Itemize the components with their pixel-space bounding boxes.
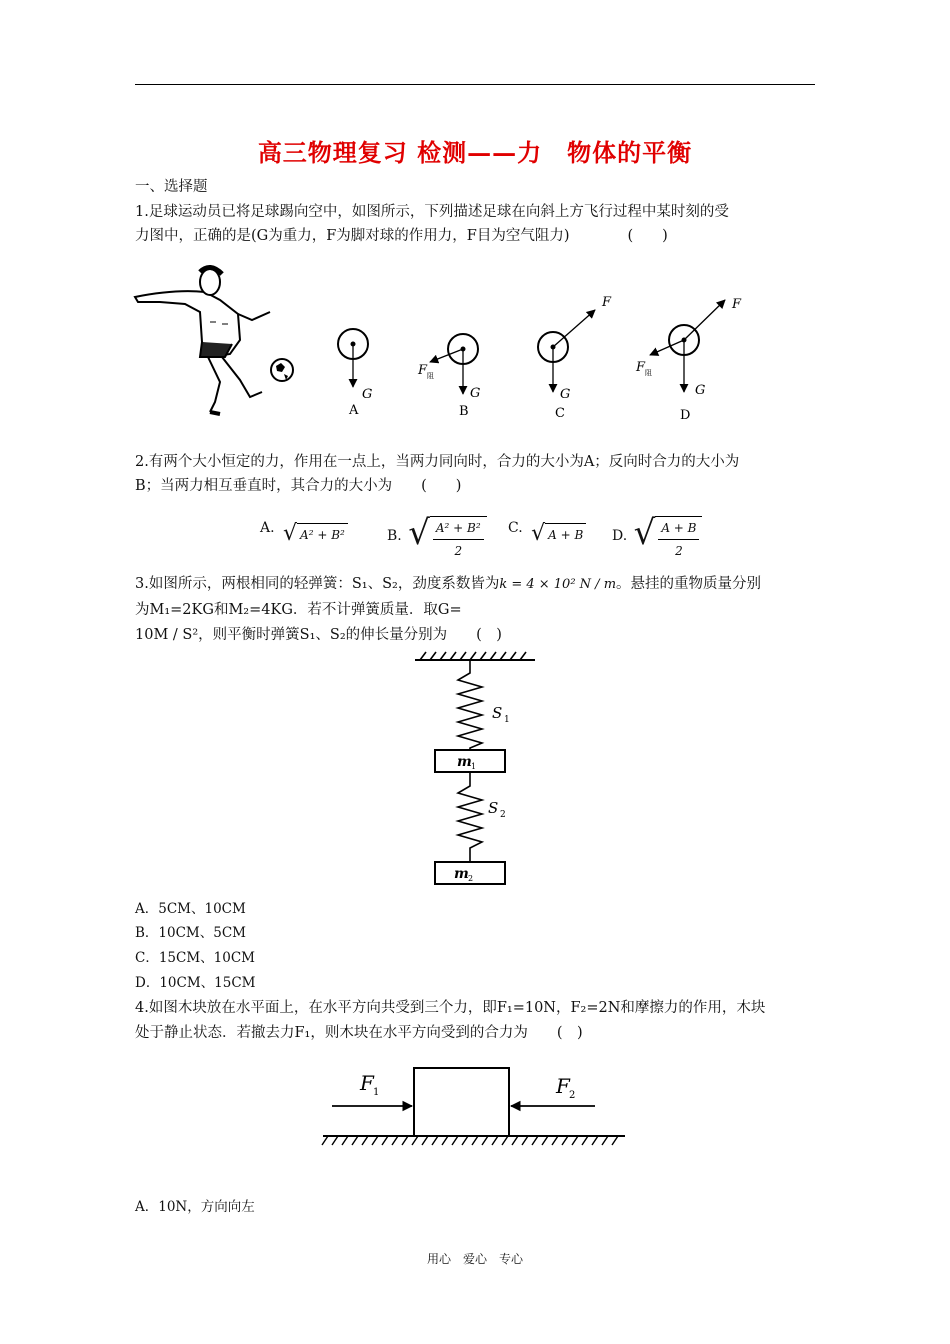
q4-text-line2: 处于静止状态．若撤去力F₁，则木块在水平方向受到的合力为 ( ) xyxy=(135,1025,583,1041)
svg-text:1: 1 xyxy=(373,1087,380,1098)
wood-block xyxy=(414,1068,509,1136)
q3-text-line3: 10M / S²，则平衡时弹簧S₁、S₂的伸长量分别为 ( ) xyxy=(135,627,502,643)
diagram-c xyxy=(538,295,612,421)
header-rule xyxy=(135,84,815,85)
svg-text:1: 1 xyxy=(504,715,510,725)
svg-text:G: G xyxy=(695,383,706,398)
q3-option-b: B．10CM、5CM xyxy=(135,925,246,941)
svg-text:D: D xyxy=(680,408,691,423)
q3-text-line2: 为M₁=2KG和M₂=4KG．若不计弹簧质量．取G= xyxy=(135,602,462,618)
q1-text-line2: 力图中，正确的是(G为重力，F为脚对球的作用力，F目为空气阻力) ( ) xyxy=(135,228,668,244)
ball-icon xyxy=(271,359,293,381)
section-heading: 一、选择题 xyxy=(135,179,208,195)
svg-text:2: 2 xyxy=(500,810,506,820)
svg-text:G: G xyxy=(362,387,373,402)
svg-text:B: B xyxy=(459,404,469,419)
svg-text:2: 2 xyxy=(468,874,474,883)
svg-text:阻: 阻 xyxy=(645,369,652,377)
q3-option-a: A．5CM、10CM xyxy=(135,901,246,917)
q3-option-d: D．10CM、15CM xyxy=(135,975,256,991)
svg-text:G: G xyxy=(560,387,571,402)
diagram-b xyxy=(417,334,480,419)
q2-c-expr: A + B xyxy=(545,523,586,546)
q2-d-den: 2 xyxy=(675,544,683,558)
q2-a-expr: A² + B² xyxy=(297,523,348,546)
q2-d-num: A + B xyxy=(658,517,699,540)
spring-s1 xyxy=(458,660,482,750)
svg-text:S: S xyxy=(488,799,499,817)
q3-text-line1: 3.如图所示，两根相同的轻弹簧：S₁、S₂，劲度系数皆为k = 4 × 10² N / m。悬挂的重物质量分别 xyxy=(135,576,762,592)
svg-text:G: G xyxy=(470,386,481,401)
svg-text:C: C xyxy=(555,406,565,421)
spring-s2 xyxy=(458,772,482,862)
svg-text:F: F xyxy=(556,1074,570,1098)
q4-block-figure xyxy=(320,1060,630,1155)
q2-option-b: B. √ $\frac{\text{A² + B²}}{2}$ xyxy=(387,512,487,558)
q2-option-c: C. √ A + B xyxy=(508,515,586,539)
svg-text:A: A xyxy=(349,403,359,418)
q1-figure xyxy=(130,262,770,427)
q3-option-c: C．15CM、10CM xyxy=(135,950,255,966)
q4-option-a: A．10N，方向向左 xyxy=(135,1199,255,1215)
svg-text:S: S xyxy=(492,704,503,722)
q2-option-a: A. √ A² + B² xyxy=(260,515,348,539)
svg-text:F: F xyxy=(360,1071,374,1095)
page-footer: 用心 爱心 专心 xyxy=(426,1252,523,1266)
svg-text:F: F xyxy=(732,297,742,312)
page-title: 高三物理复习 检测——力 物体的平衡 xyxy=(257,138,693,167)
diagram-a xyxy=(338,329,372,418)
svg-text:2: 2 xyxy=(569,1090,576,1101)
svg-text:F: F xyxy=(418,363,428,378)
q3-spring-figure xyxy=(410,648,540,888)
q3-k-expression: k = 4 × 10² N / m xyxy=(499,577,617,592)
diagram-d xyxy=(635,297,742,423)
q2-b-den: 2 xyxy=(454,544,463,558)
svg-text:m: m xyxy=(457,754,472,770)
q2-text-line1: 2.有两个大小恒定的力，作用在一点上，当两力同向时，合力的大小为A；反向时合力的大小为 xyxy=(135,454,740,470)
q2-b-num: A² + B² xyxy=(433,517,484,540)
q4-text-line1: 4.如图木块放在水平面上，在水平方向共受到三个力，即F₁=10N，F₂=2N和摩擦力的作用，木块 xyxy=(135,1000,766,1016)
svg-text:阻: 阻 xyxy=(427,372,434,380)
q2-text-line2: B；当两力相互垂直时，其合力的大小为 ( ) xyxy=(135,478,462,494)
q2-option-d: D. √ $\frac{A + B}{2}$ xyxy=(612,512,702,558)
q1-text-line1: 1.足球运动员已将足球踢向空中，如图所示，下列描述足球在向斜上方飞行过程中某时刻的受 xyxy=(135,204,729,220)
svg-text:1: 1 xyxy=(471,762,477,771)
svg-text:F: F xyxy=(636,360,646,375)
svg-text:F: F xyxy=(602,295,612,310)
footballer-illustration xyxy=(135,267,270,414)
svg-text:m: m xyxy=(454,866,469,882)
